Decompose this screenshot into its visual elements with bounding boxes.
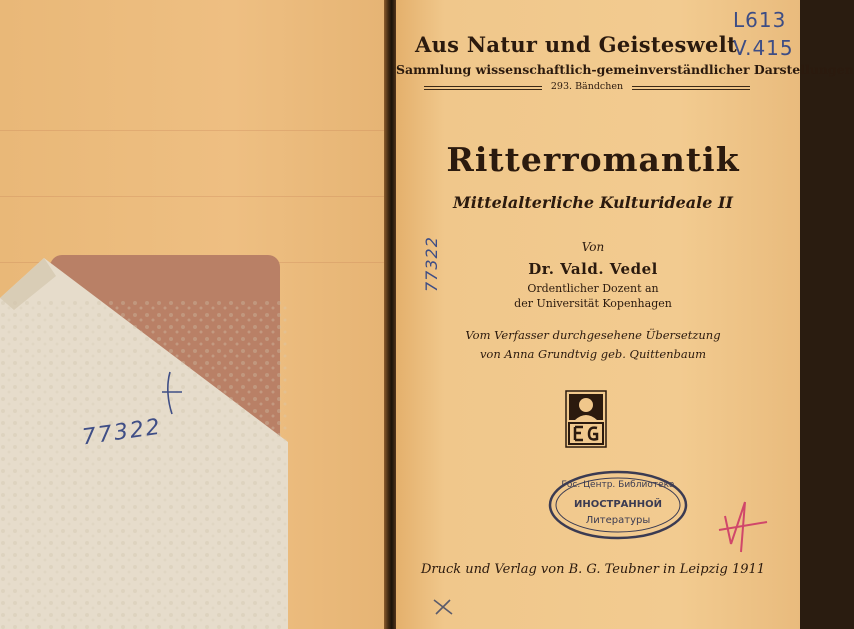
stamp-line1: Гос. Центр. Библиотека	[561, 480, 675, 490]
by-word: Von	[581, 240, 605, 254]
author-role-line2: der Universität Kopenhagen	[514, 297, 672, 310]
series-title: Aus Natur und Geisteswelt	[415, 32, 737, 57]
pencil-cross-mark	[430, 596, 456, 618]
red-pencil-mark	[715, 496, 771, 560]
series-subtitle: Sammlung wissenschaftlich-gemeinverständlicher Darstellungen	[396, 62, 854, 77]
translation-line2: von Anna Grundtvig geb. Quittenbaum	[479, 347, 707, 361]
publisher-logo-icon	[565, 390, 607, 448]
book-subtitle: Mittelalterliche Kulturideale II	[453, 193, 733, 212]
stamp-line3: Литературы	[585, 515, 651, 526]
imprint: Druck und Verlag von B. G. Teubner in Leipzig 1911	[420, 562, 766, 577]
stamp-line2: ИНОСТРАННОЙ	[573, 499, 663, 510]
author-role-line1: Ordentlicher Dozent an	[527, 282, 659, 295]
handwritten-cover-number: 77322	[80, 414, 164, 451]
translation-line1: Vom Verfasser durchgesehene Übersetzung	[465, 328, 721, 342]
card-pocket-envelope	[0, 0, 290, 629]
inner-cover-page	[0, 0, 388, 629]
volume-rule	[424, 82, 750, 96]
volume-number: 293. Bändchen	[550, 81, 624, 92]
author-name: Dr. Vald. Vedel	[528, 260, 658, 278]
book-title: Ritterromantik	[446, 140, 740, 179]
rule-right	[632, 86, 750, 90]
handwritten-margin-number: 77322	[422, 236, 441, 292]
shelf-mark-line1: L613	[733, 8, 787, 32]
shelf-mark-line2: V.415	[733, 36, 794, 60]
